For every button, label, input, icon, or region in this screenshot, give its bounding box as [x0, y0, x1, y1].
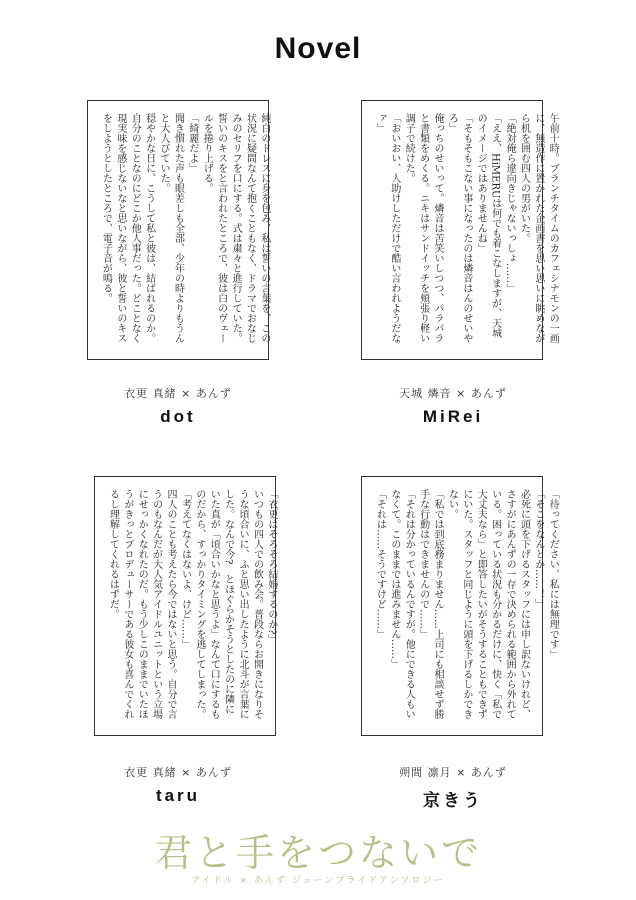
credit-characters: 天城 燐音 × あんず	[399, 387, 507, 400]
credit-author: MiRei	[422, 407, 484, 426]
credit-characters: 衣更 真緒 × あんず	[124, 387, 232, 400]
novel-excerpt-kyokiu	[361, 476, 559, 736]
excerpt-text: 「待ってください、私には無理です」 「そこをなんとか……！」 必死に頭を下げるスタッフには申し訳ないけれど、さすがにあんずの一存で決められる範囲から外れている。困っている状況も分かるだけに、快く「私で大丈夫なら」と即答したいがそうすることもできずにいた。スタッフと同じように頭を下げるしかできない。 「私では到底務まりません……上司にも相談せず勝手な行動はできませんので……」 「それは分かっているんですが。他にできる人もいなくて。このままでは進みません……」 「それは……そうですけど……」	[374, 489, 559, 719]
credit-kyokiu	[343, 764, 563, 811]
anthology-logo-subtitle: アイドル × あんず ジューンブライドアンソロジー	[191, 876, 445, 886]
anthology-logo-title: 君と手をつないで	[153, 831, 482, 875]
excerpt-text: 純白のドレスに身を包み、私は誓いの言葉を、この状況に疑問なんて抱くこともなく、ドラマでおなじみのセリフを口にする。式は粛々と進行していた。誓いのキスをと言われたところで、彼は白のヴェールを捲り上げる。 「綺麗だよ」 聞き慣れた声も眼差しも全部、少年の時よりもうんと大人びていた。 穏やかな日に、こうして私と彼は、結ばれるのか。自分のことなのにどこか他人事だった。どことなく現実味を感じないなと思いながら、彼と誓いのキスをしようとしたところで、電子音が鳴る。	[100, 113, 270, 343]
novel-excerpt-taru	[94, 476, 276, 736]
novel-excerpt-mirei	[361, 100, 559, 360]
credit-author: dot	[160, 407, 196, 426]
credit-mirei	[343, 385, 563, 427]
credit-characters: 朔間 凛月 × あんず	[399, 766, 507, 779]
credit-characters: 衣更 真緒 × あんず	[124, 766, 232, 779]
credit-author: taru	[155, 786, 201, 805]
novel-excerpt-dot	[87, 100, 269, 360]
credit-author: 京きう	[423, 791, 483, 810]
page-title: Novel	[274, 32, 362, 65]
excerpt-text: 午前十時。ブランチタイムのカフェシナモンの一画に、無造作に置かれた企画書を思い思いに眺めながら机を囲む四人の男がいた。 「絶対俺ら違向きじゃないっしょ……」 「ええ、HiMERUは何でも着こなしますが、天城のイメージではありませんね」 「そもそもこない事になったのは燐音はんのせいやろ」 俺っちのせいって。燐音は苦笑いしつつ、パラパラと書類をめくる。ニキはサンドイッチを頬張り軽い調子で続けた。 「おいおい、人助けしただけで酷い言われようだなァ」	[374, 113, 559, 343]
excerpt-text: 「衣更はそろそろ結婚するのか?」 いつもの四人での飲み会。普段ならお開きになりそうな頃合いに、ふと思い出したように北斗が言葉にした。なんで今? とほぐらかそうとしたのに隣にいた真が「頃合いかなと思うよ」なんて口にするものだから、すっかりタイミングを逃してしまった。 「考えてなくはないよ、けど……」 四人のことも考えたら今ではないと思う。自分で言うのもなんだが大人気アイドルユニットという立場にせっかくなれたのだ。もう少しこのままでいたほうがきっとプロデューサーである彼女も喜んでくれるし理解してくれるはずだ。	[107, 489, 277, 719]
credit-dot	[68, 385, 288, 427]
credit-taru	[68, 764, 288, 806]
